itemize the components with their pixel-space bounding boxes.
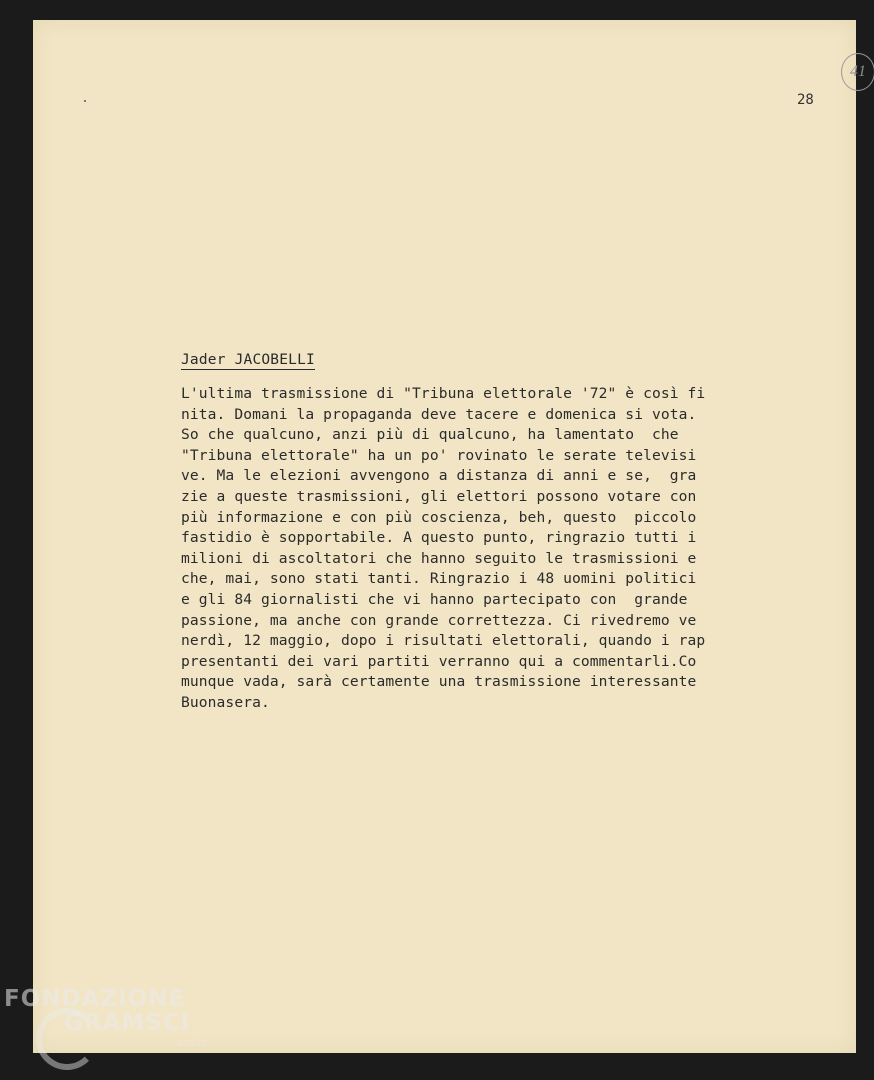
text-line: L'ultima trasmissione di "Tribuna elettorale '72" è così fi [181,385,706,402]
text-line: So che qualcuno, anzi più di qualcuno, ha lamentato che [181,426,679,444]
text-line: più informazione e con più coscienza, beh, questo piccolo [181,508,697,526]
text-line: milioni di ascoltatori che hanno seguito le trasmissioni e [181,549,697,567]
fondazione-gramsci-watermark [4,986,206,1049]
text-line: zie a queste trasmissioni, gli elettori possono votare con [181,487,697,505]
text-line: che, mai, sono stati tanti. Ringrazio i 48 uomini politici [181,570,697,588]
text-line: nita. Domani la propaganda deve tacere e domenica si vota. [181,405,697,423]
page-number: 28 [797,92,814,108]
text-line: munque vada, sarà certamente una trasmissione interessante [181,673,697,691]
watermark-line-2: GRAMSCI [64,1010,191,1036]
g-logo-icon [36,1008,98,1070]
transcript-body [181,384,801,714]
watermark-line-1: FONDAZIONE [4,986,186,1012]
speaker-heading: Jader JACOBELLI [181,352,315,368]
text-line: nerdì, 12 maggio, dopo i risultati elettorali, quando i rap [181,632,706,650]
text-line: e gli 84 giornalisti che vi hanno partecipato con grande [181,590,688,608]
text-line: "Tribuna elettorale" ha un po' rovinato le serate televisi [181,446,697,464]
watermark-line-3: onlus [177,1036,207,1049]
text-line: ve. Ma le elezioni avvengono a distanza di anni e se, gra [181,467,697,485]
text-line: presentanti dei vari partiti verranno qui a commentarli.Co [181,652,697,670]
paper-speck [84,100,86,102]
text-line: Buonasera. [181,693,270,711]
archive-page-stamp: 41 [841,53,874,91]
text-line: fastidio è sopportabile. A questo punto, ringrazio tutti i [181,529,697,547]
text-line: passione, ma anche con grande correttezza. Ci rivedremo ve [181,611,697,629]
